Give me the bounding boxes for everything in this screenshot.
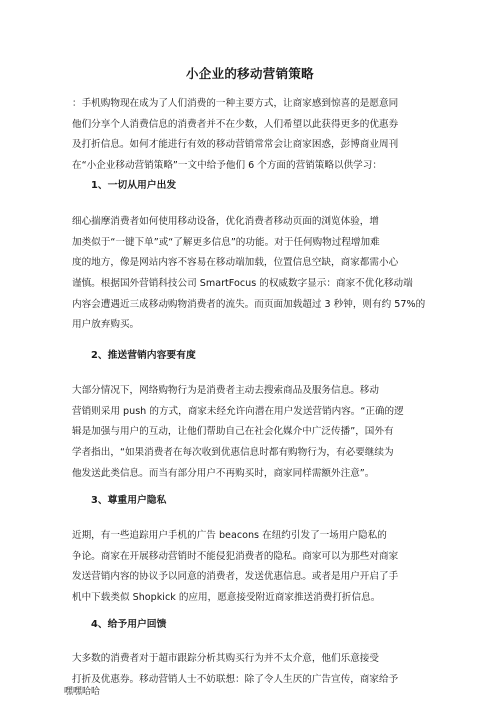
text-line: 加类似于“一键下单”或“了解更多信息”的功能。对于任何购物过程增加难 <box>72 236 380 248</box>
document-title: 小企业的移动营销策略 <box>185 66 314 81</box>
text-line: 细心揣摩消费者如何使用移动设备，优化消费者移动页面的浏览体验，增 <box>72 216 379 227</box>
text-line: 谨慎。根据国外营销科技公司 SmartFocus 的权威数字显示：商家不优化移动端 <box>72 278 413 290</box>
text-line: 学者指出，“如果消费者在每次收到优惠信息时都有购物行为，有必要继续为 <box>72 447 394 459</box>
text-line: 他们分享个人消费信息的消费者并不在少数，人们希望以此获得更多的优惠券 <box>72 118 399 130</box>
text-line: 争论。商家在开展移动营销时不能侵犯消费者的隐私。商家可以为那些对商家 <box>72 550 399 562</box>
text-line: 用户放弃购买。 <box>72 319 140 331</box>
text-line: 度的地方，像是网站内容不容易在移动端加载，位置信息空缺，商家都需小心 <box>72 257 399 269</box>
section-heading-1: 1、一切从用户出发 <box>91 180 177 191</box>
text-line: 发送营销内容的协议予以同意的消费者，发送优惠信息。或者是用户开启了手 <box>72 571 399 583</box>
text-line: ：手机购物现在成为了人们消费的一种主要方式，让商家感到惊喜的是愿意同 <box>72 98 399 109</box>
page-footer: 嘿嘿哈哈 <box>64 687 101 697</box>
text-line: 辑是加强与用户的互动，让他们帮助自己在社会化媒介中广泛传播”，国外有 <box>72 426 394 438</box>
text-line: 内容会遭遇近三成移动购物消费者的流失。而页面加载超过 3 秒钟，则有约 57%的 <box>72 298 426 310</box>
text-line: 在“小企业移动营销策略”一文中给予他们 6 个方面的营销策略以供学习： <box>72 160 382 172</box>
text-line: 大多数的消费者对于超市跟踪分析其购买行为并不太介意，他们乐意接受 <box>72 653 379 664</box>
section-heading-4: 4、给予用户回馈 <box>91 619 167 630</box>
intro-paragraph <box>72 94 432 177</box>
text-line: 大部分情况下，网络购物行为是消费者主动去搜索商品及服务信息。移动 <box>72 385 379 396</box>
section-heading-2: 2、推送营销内容要有度 <box>91 350 196 361</box>
section-heading-3: 3、尊重用户隐私 <box>91 495 167 506</box>
text-line: 及打折信息。如何才能进行有效的移动营销常常会让商家困惑，彭博商业周刊 <box>72 139 399 151</box>
section-2-paragraph <box>72 381 432 484</box>
text-line: 营销则采用 push 的方式，商家未经允许向潜在用户发送营销内容。“正确的逻 <box>72 405 404 417</box>
section-3-paragraph <box>72 526 432 609</box>
text-line: 机中下载类似 Shopkick 的应用，愿意接受附近商家推送消费打折信息。 <box>72 592 381 604</box>
text-line: 近期，有一些追踪用户手机的广告 beacons 在纽约引发了一场用户隐私的 <box>72 530 387 541</box>
section-1-paragraph <box>72 212 432 336</box>
text-line: 他发送此类信息。而当有部分用户不再购买时，商家同样需额外注意”。 <box>72 467 375 479</box>
text-line: 打折及优惠券。移动营销人士不妨联想：除了令人生厌的广告宣传，商家给予 <box>72 673 399 685</box>
section-4-paragraph <box>72 649 432 690</box>
